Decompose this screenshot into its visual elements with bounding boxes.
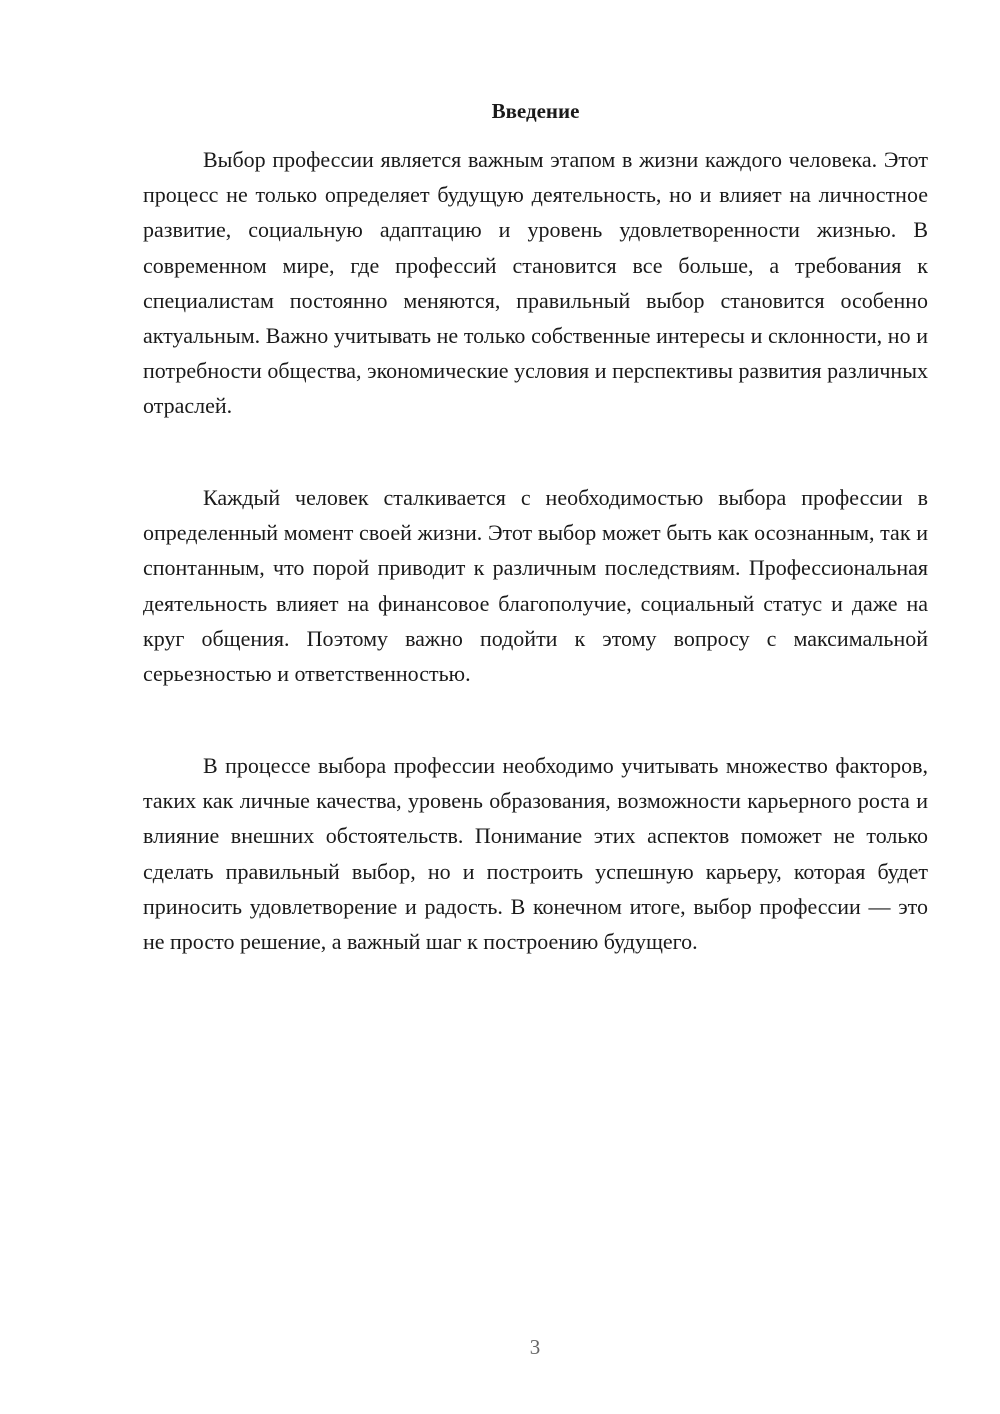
page-number: 3 (529, 1335, 541, 1359)
paragraph-3: В процессе выбора профессии необходимо учитывать множество факторов, таких как личные качества, уровень образования, возможности карьерного роста и влияние внешних обстоятельств. Понимание этих аспектов поможет не только сделать правильный выбор, но и построить успешную карьеру, которая будет приносить удовлетворение и радость. В конечном итоге, выбор профессии — это не просто решение, а важный шаг к построению будущего. (143, 753, 928, 955)
page-title: Введение (491, 99, 580, 123)
paragraph-2: Каждый человек сталкивается с необходимостью выбора профессии в определенный момент своей жизни. Этот выбор может быть как осознанным, так и спонтанным, что порой приводит к различным последствиям. Профессиональная деятельность влияет на финансовое благополучие, социальный статус и даже на круг общения. Поэтому важно подойти к этому вопросу с максимальной серьезностью и ответственностью. (143, 485, 928, 687)
paragraph-1: Выбор профессии является важным этапом в жизни каждого человека. Этот процесс не только определяет будущую деятельность, но и влияет на личностное развитие, социальную адаптацию и уровень удовлетворенности жизнью. В современном мире, где профессий становится все больше, а требования к специалистам постоянно меняются, правильный выбор становится особенно актуальным. Важно учитывать не только собственные интересы и склонности, но и потребности общества, экономические условия и перспективы развития различных отраслей. (143, 147, 928, 419)
